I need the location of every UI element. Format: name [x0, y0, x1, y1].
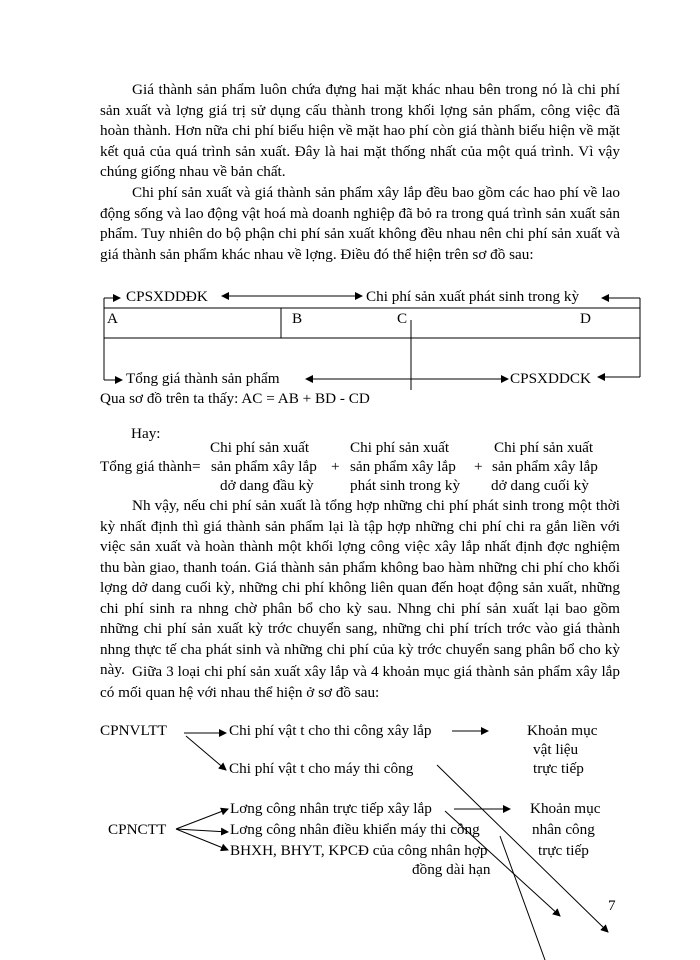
point-d: D: [580, 310, 591, 327]
formula-term1-l3: dở dang đầu kỳ: [220, 477, 314, 494]
paragraph-2: Chi phí sản xuất và giá thành sản phẩm xây lắp đều bao gồm các hao phí về lao động sống và lao động vật hoá mà doanh nghiệp đã bỏ ra trong quá trình sản xuất sản phẩm. Tuy nhiên do bộ phận chi phí sản xuất không đều nhau nên chi phí sản xuất và giá thành sản phẩm khác nhau về lợng. Điều đó thể hiện trên sơ đồ sau:: [100, 184, 620, 263]
cpnvltt-label: CPNVLTT: [100, 722, 167, 739]
cpnctt-label: CPNCTT: [108, 821, 167, 838]
point-b: B: [292, 310, 303, 327]
nc-item-3-line2: đồng dài hạn: [412, 861, 491, 878]
khoan-muc-nc-2: nhân công: [532, 821, 595, 838]
point-c: C: [397, 310, 408, 327]
diagram-cp-phat-sinh: Chi phí sản xuất phát sinh trong kỳ: [366, 288, 580, 305]
nc-item-2: Lơng công nhân điều khiển máy thi công: [230, 821, 480, 838]
paragraph-1: Giá thành sản phẩm luôn chứa đựng hai mặt khác nhau bên trong nó là chi phí sản xuất và lợng giá trị sử dụng cấu thành trong khối lợng sản phẩm, công việc đã hoàn thành. Hơn nữa chi phí biểu hiện về mặt hao phí còn giá thành biểu hiện về mặt kết quả của quá trình sản xuất. Đây là hai mặt thống nhất của một quá trình. Vì vậy chúng giống nhau về bản chất.: [100, 81, 620, 180]
diagram-tong-gia-thanh: Tổng giá thành sản phẩm: [126, 370, 280, 387]
formula-hay: Hay:: [131, 425, 161, 442]
diagram-conclusion: Qua sơ đồ trên ta thấy: AC = AB + BD - CD: [100, 390, 370, 407]
nc-item-1: Lơng công nhân trực tiếp xây lắp: [230, 800, 432, 817]
formula-term3-l1: Chi phí sản xuất: [494, 439, 594, 456]
page-number: 7: [608, 897, 616, 914]
khoan-muc-vl-2: vật liệu: [533, 741, 579, 758]
formula-term1-l1: Chi phí sản xuất: [210, 439, 310, 456]
diagram-cpsxdddk: CPSXDDĐK: [126, 288, 208, 305]
nvl-item-1: Chi phí vật t cho thi công xây lắp: [229, 722, 432, 739]
formula-term2-l1: Chi phí sản xuất: [350, 439, 450, 456]
khoan-muc-nc-3: trực tiếp: [538, 842, 589, 859]
khoan-muc-nc-1: Khoản mục: [530, 800, 601, 817]
paragraph-4: Giữa 3 loại chi phí sản xuất xây lắp và 4 khoản mục giá thành sản phẩm xây lắp có mối quan hệ với nhau thể hiện ở sơ đồ sau:: [100, 663, 620, 701]
nc-item-3-line1: BHXH, BHYT, KPCĐ của công nhân hợp: [230, 842, 488, 859]
formula-term3-l3: dở dang cuối kỳ: [491, 477, 589, 494]
formula-term2-l2: sản phẩm xây lắp: [350, 458, 456, 475]
formula-term2-l3: phát sinh trong kỳ: [350, 477, 461, 494]
formula-term1-l2: sản phẩm xây lắp: [211, 458, 317, 475]
formula-lhs: Tổng giá thành=: [100, 458, 201, 475]
formula-term3-l2: sản phẩm xây lắp: [492, 458, 598, 475]
paragraph-3: Nh vậy, nếu chi phí sản xuất là tổng hợp những chi phí phát sinh trong một thời kỳ nhất định thì giá thành sản phẩm lại là tập hợp những chi phí chi ra gắn liền với việc sản xuất và hoàn thành một khối lợng công việc xây lắp nhất định đợc nghiệm thu bàn giao, thanh toán. Giá thành sản phẩm không bao hàm những chi phí cho khối lợng dở dang cuối kỳ, những chi phí không liên quan đến hoạt động sản xuất, những chi phí sinh ra nhng chờ phân bổ cho kỳ sau. Nhng chi phí sản xuất lại bao gồm những chi phí sản xuất kỳ trớc chuyển sang, những chi phí trích trớc vào giá thành nhng thực tế cha phát sinh và những chi phí của kỳ trớc chuyển sang phân bổ cho kỳ này.: [100, 497, 620, 678]
diagram-cpsxddck: CPSXDDCK: [510, 370, 592, 387]
formula-plus-2: +: [474, 458, 483, 475]
khoan-muc-vl-3: trực tiếp: [533, 760, 584, 777]
formula-plus-1: +: [331, 458, 340, 475]
point-a: A: [107, 310, 118, 327]
khoan-muc-vl-1: Khoản mục: [527, 722, 598, 739]
nvl-item-2: Chi phí vật t cho máy thi công: [229, 760, 414, 777]
